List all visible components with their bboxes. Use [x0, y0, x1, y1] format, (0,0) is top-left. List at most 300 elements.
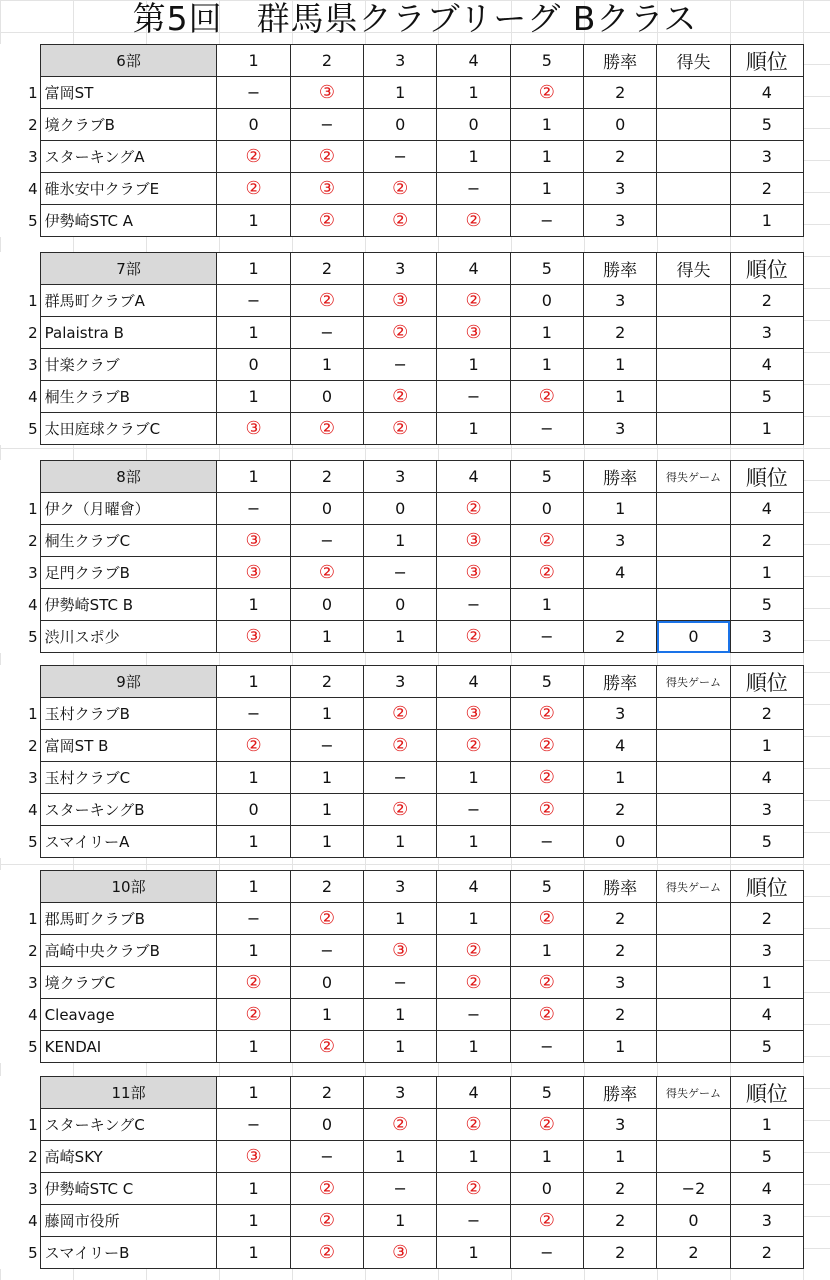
team-name-cell[interactable]: KENDAI [40, 1031, 217, 1063]
match-result-cell[interactable]: 1 [290, 762, 363, 794]
point-diff-cell[interactable] [657, 1031, 730, 1063]
match-result-cell[interactable]: 1 [364, 525, 437, 557]
match-result-cell[interactable]: 0 [510, 1173, 583, 1205]
match-result-cell[interactable]: ② [510, 730, 583, 762]
match-result-cell[interactable]: ② [217, 967, 290, 999]
point-diff-cell[interactable] [657, 935, 730, 967]
match-result-cell[interactable]: ③ [437, 557, 510, 589]
match-result-cell[interactable]: ② [437, 935, 510, 967]
win-rate-cell[interactable]: 3 [584, 967, 657, 999]
row-number-cell[interactable]: 4 [0, 999, 40, 1031]
match-result-cell[interactable]: 1 [217, 826, 290, 858]
opponent-header-cell[interactable]: 2 [290, 461, 363, 493]
rank-cell[interactable]: 5 [730, 589, 803, 621]
match-result-cell[interactable]: − [364, 141, 437, 173]
rank-header-cell[interactable]: 順位 [730, 666, 803, 698]
match-result-cell[interactable]: − [364, 762, 437, 794]
match-result-cell[interactable]: 1 [437, 77, 510, 109]
row-number-cell[interactable]: 5 [0, 1031, 40, 1063]
point-diff-cell[interactable] [657, 525, 730, 557]
win-rate-cell[interactable]: 1 [584, 493, 657, 525]
rank-header-cell[interactable]: 順位 [730, 253, 803, 285]
win-rate-cell[interactable]: 2 [584, 999, 657, 1031]
point-diff-cell[interactable] [657, 1109, 730, 1141]
match-result-cell[interactable]: − [437, 173, 510, 205]
win-rate-cell[interactable]: 1 [584, 762, 657, 794]
opponent-header-cell[interactable]: 4 [437, 871, 510, 903]
match-result-cell[interactable]: − [437, 589, 510, 621]
match-result-cell[interactable]: ② [364, 413, 437, 445]
row-number-cell[interactable]: 2 [0, 1141, 40, 1173]
team-name-cell[interactable]: 高崎中央クラブB [40, 935, 217, 967]
row-number-cell[interactable]: 1 [0, 698, 40, 730]
point-diff-cell[interactable] [657, 381, 730, 413]
team-name-cell[interactable]: 桐生クラブC [40, 525, 217, 557]
match-result-cell[interactable]: ③ [364, 1237, 437, 1269]
opponent-header-cell[interactable]: 3 [364, 45, 437, 77]
match-result-cell[interactable]: − [510, 1237, 583, 1269]
match-result-cell[interactable]: ② [290, 557, 363, 589]
team-name-cell[interactable]: 高崎SKY [40, 1141, 217, 1173]
win-rate-cell[interactable]: 2 [584, 77, 657, 109]
row-number-cell[interactable]: 2 [0, 935, 40, 967]
win-rate-cell[interactable]: 3 [584, 525, 657, 557]
row-number-cell[interactable]: 5 [0, 205, 40, 237]
win-rate-header-cell[interactable]: 勝率 [584, 666, 657, 698]
match-result-cell[interactable]: ③ [217, 621, 290, 653]
row-number-cell[interactable]: 1 [0, 493, 40, 525]
rank-header-cell[interactable]: 順位 [730, 461, 803, 493]
win-rate-cell[interactable]: 2 [584, 1237, 657, 1269]
point-diff-cell[interactable] [657, 285, 730, 317]
row-number-cell[interactable]: 1 [0, 285, 40, 317]
match-result-cell[interactable]: 1 [364, 1141, 437, 1173]
match-result-cell[interactable]: 1 [510, 589, 583, 621]
opponent-header-cell[interactable]: 5 [510, 45, 583, 77]
match-result-cell[interactable]: ③ [217, 1141, 290, 1173]
match-result-cell[interactable]: 1 [217, 762, 290, 794]
match-result-cell[interactable]: 1 [364, 826, 437, 858]
point-diff-cell[interactable] [657, 173, 730, 205]
match-result-cell[interactable]: − [437, 381, 510, 413]
win-rate-cell[interactable]: 3 [584, 698, 657, 730]
row-number-cell[interactable]: 3 [0, 1173, 40, 1205]
row-number-cell[interactable]: 1 [0, 77, 40, 109]
match-result-cell[interactable]: 1 [217, 935, 290, 967]
team-name-cell[interactable]: 郡馬町クラブB [40, 903, 217, 935]
match-result-cell[interactable]: 1 [437, 141, 510, 173]
match-result-cell[interactable]: 1 [217, 1173, 290, 1205]
match-result-cell[interactable]: 0 [217, 794, 290, 826]
match-result-cell[interactable]: ② [510, 762, 583, 794]
match-result-cell[interactable]: 1 [364, 621, 437, 653]
division-name-cell[interactable]: 11部 [40, 1077, 217, 1109]
match-result-cell[interactable]: 1 [437, 826, 510, 858]
rank-cell[interactable]: 4 [730, 1173, 803, 1205]
opponent-header-cell[interactable]: 3 [364, 871, 437, 903]
point-diff-cell[interactable]: 0 [657, 1205, 730, 1237]
match-result-cell[interactable]: 1 [510, 1141, 583, 1173]
rank-cell[interactable]: 4 [730, 762, 803, 794]
match-result-cell[interactable]: ② [510, 967, 583, 999]
point-diff-cell[interactable] [657, 349, 730, 381]
win-rate-cell[interactable]: 0 [584, 109, 657, 141]
win-rate-header-cell[interactable]: 勝率 [584, 1077, 657, 1109]
point-diff-cell[interactable] [657, 1141, 730, 1173]
match-result-cell[interactable]: − [217, 698, 290, 730]
match-result-cell[interactable]: 0 [364, 589, 437, 621]
team-name-cell[interactable]: Palaistra B [40, 317, 217, 349]
match-result-cell[interactable]: 0 [510, 285, 583, 317]
match-result-cell[interactable]: − [290, 317, 363, 349]
match-result-cell[interactable]: − [364, 349, 437, 381]
match-result-cell[interactable]: ② [290, 1205, 363, 1237]
match-result-cell[interactable]: ② [510, 557, 583, 589]
point-diff-header-cell[interactable]: 得失ゲーム [657, 871, 730, 903]
win-rate-header-cell[interactable]: 勝率 [584, 253, 657, 285]
match-result-cell[interactable]: − [217, 493, 290, 525]
match-result-cell[interactable]: ② [510, 1205, 583, 1237]
rank-cell[interactable]: 3 [730, 141, 803, 173]
match-result-cell[interactable]: ③ [217, 413, 290, 445]
win-rate-cell[interactable]: 2 [584, 1205, 657, 1237]
row-number-cell[interactable]: 5 [0, 826, 40, 858]
rank-cell[interactable]: 2 [730, 285, 803, 317]
match-result-cell[interactable]: − [510, 621, 583, 653]
opponent-header-cell[interactable]: 2 [290, 871, 363, 903]
match-result-cell[interactable]: 0 [364, 109, 437, 141]
match-result-cell[interactable]: ② [364, 730, 437, 762]
point-diff-cell[interactable] [657, 794, 730, 826]
row-number-cell[interactable]: 3 [0, 141, 40, 173]
point-diff-cell[interactable] [657, 589, 730, 621]
row-number-cell[interactable]: 3 [0, 967, 40, 999]
match-result-cell[interactable]: 0 [290, 381, 363, 413]
match-result-cell[interactable]: ③ [364, 935, 437, 967]
match-result-cell[interactable]: 1 [364, 999, 437, 1031]
match-result-cell[interactable]: ② [510, 794, 583, 826]
rank-cell[interactable]: 1 [730, 1109, 803, 1141]
point-diff-cell[interactable] [657, 762, 730, 794]
team-name-cell[interactable]: スターキングA [40, 141, 217, 173]
row-number-cell[interactable]: 4 [0, 1205, 40, 1237]
team-name-cell[interactable]: 玉村クラブB [40, 698, 217, 730]
match-result-cell[interactable]: 1 [217, 1205, 290, 1237]
opponent-header-cell[interactable]: 5 [510, 1077, 583, 1109]
match-result-cell[interactable]: ② [437, 1173, 510, 1205]
match-result-cell[interactable]: ② [364, 381, 437, 413]
win-rate-cell[interactable]: 3 [584, 413, 657, 445]
rank-cell[interactable]: 1 [730, 205, 803, 237]
match-result-cell[interactable]: ③ [290, 77, 363, 109]
match-result-cell[interactable]: ② [364, 794, 437, 826]
match-result-cell[interactable]: 1 [290, 349, 363, 381]
point-diff-cell[interactable] [657, 698, 730, 730]
match-result-cell[interactable]: ② [290, 1237, 363, 1269]
match-result-cell[interactable]: 1 [437, 762, 510, 794]
match-result-cell[interactable]: − [510, 413, 583, 445]
win-rate-cell[interactable]: 4 [584, 730, 657, 762]
match-result-cell[interactable]: ② [437, 730, 510, 762]
match-result-cell[interactable]: ② [290, 413, 363, 445]
match-result-cell[interactable]: − [510, 1031, 583, 1063]
team-name-cell[interactable]: 玉村クラブC [40, 762, 217, 794]
point-diff-cell[interactable] [657, 109, 730, 141]
team-name-cell[interactable]: 碓氷安中クラブE [40, 173, 217, 205]
match-result-cell[interactable]: ② [510, 698, 583, 730]
match-result-cell[interactable]: 1 [290, 794, 363, 826]
opponent-header-cell[interactable]: 3 [364, 666, 437, 698]
point-diff-cell[interactable] [657, 557, 730, 589]
point-diff-header-cell[interactable]: 得失ゲーム [657, 666, 730, 698]
match-result-cell[interactable]: 1 [437, 349, 510, 381]
point-diff-header-cell[interactable]: 得失 [657, 45, 730, 77]
match-result-cell[interactable]: − [364, 967, 437, 999]
match-result-cell[interactable]: ② [217, 141, 290, 173]
opponent-header-cell[interactable]: 4 [437, 1077, 510, 1109]
win-rate-cell[interactable]: 2 [584, 903, 657, 935]
team-name-cell[interactable]: 太田庭球クラブC [40, 413, 217, 445]
rank-cell[interactable]: 2 [730, 525, 803, 557]
opponent-header-cell[interactable]: 2 [290, 666, 363, 698]
team-name-cell[interactable]: スターキングC [40, 1109, 217, 1141]
rank-cell[interactable]: 3 [730, 794, 803, 826]
match-result-cell[interactable]: 1 [437, 903, 510, 935]
match-result-cell[interactable]: ② [510, 999, 583, 1031]
point-diff-cell[interactable] [657, 730, 730, 762]
match-result-cell[interactable]: ② [510, 1109, 583, 1141]
win-rate-cell[interactable]: 1 [584, 349, 657, 381]
rank-cell[interactable]: 1 [730, 967, 803, 999]
win-rate-cell[interactable]: 3 [584, 285, 657, 317]
win-rate-cell[interactable]: 3 [584, 173, 657, 205]
opponent-header-cell[interactable]: 4 [437, 461, 510, 493]
match-result-cell[interactable]: ③ [217, 557, 290, 589]
opponent-header-cell[interactable]: 1 [217, 1077, 290, 1109]
match-result-cell[interactable]: − [217, 903, 290, 935]
win-rate-cell[interactable]: 2 [584, 794, 657, 826]
match-result-cell[interactable]: 0 [217, 109, 290, 141]
match-result-cell[interactable]: ③ [364, 285, 437, 317]
opponent-header-cell[interactable]: 1 [217, 253, 290, 285]
win-rate-cell[interactable]: 2 [584, 1173, 657, 1205]
match-result-cell[interactable]: 1 [437, 1141, 510, 1173]
match-result-cell[interactable]: 1 [217, 205, 290, 237]
win-rate-cell[interactable]: 0 [584, 826, 657, 858]
rank-cell[interactable]: 4 [730, 493, 803, 525]
point-diff-cell[interactable] [657, 141, 730, 173]
match-result-cell[interactable]: ② [364, 1109, 437, 1141]
match-result-cell[interactable]: 1 [510, 349, 583, 381]
match-result-cell[interactable]: 1 [364, 903, 437, 935]
rank-cell[interactable]: 5 [730, 826, 803, 858]
team-name-cell[interactable]: 富岡ST [40, 77, 217, 109]
team-name-cell[interactable]: 甘楽クラブ [40, 349, 217, 381]
match-result-cell[interactable]: − [510, 205, 583, 237]
row-number-cell[interactable]: 3 [0, 349, 40, 381]
row-number-cell[interactable]: 4 [0, 589, 40, 621]
rank-cell[interactable]: 5 [730, 381, 803, 413]
match-result-cell[interactable]: 1 [217, 381, 290, 413]
row-number-cell[interactable]: 5 [0, 1237, 40, 1269]
rank-header-cell[interactable]: 順位 [730, 45, 803, 77]
team-name-cell[interactable]: 伊勢崎STC A [40, 205, 217, 237]
match-result-cell[interactable]: 1 [510, 317, 583, 349]
division-name-cell[interactable]: 9部 [40, 666, 217, 698]
rank-cell[interactable]: 1 [730, 730, 803, 762]
match-result-cell[interactable]: − [290, 525, 363, 557]
match-result-cell[interactable]: ③ [437, 525, 510, 557]
match-result-cell[interactable]: 0 [437, 109, 510, 141]
opponent-header-cell[interactable]: 3 [364, 1077, 437, 1109]
opponent-header-cell[interactable]: 4 [437, 253, 510, 285]
match-result-cell[interactable]: − [290, 935, 363, 967]
row-number-cell[interactable]: 2 [0, 317, 40, 349]
rank-cell[interactable]: 2 [730, 1237, 803, 1269]
win-rate-cell[interactable]: 1 [584, 1141, 657, 1173]
match-result-cell[interactable]: 1 [217, 1237, 290, 1269]
point-diff-cell[interactable]: 2 [657, 1237, 730, 1269]
team-name-cell[interactable]: 伊ク（月曜會） [40, 493, 217, 525]
row-number-cell[interactable]: 5 [0, 621, 40, 653]
team-name-cell[interactable]: 富岡ST B [40, 730, 217, 762]
match-result-cell[interactable]: ② [437, 621, 510, 653]
match-result-cell[interactable]: ② [510, 77, 583, 109]
point-diff-cell[interactable] [657, 205, 730, 237]
rank-cell[interactable]: 3 [730, 317, 803, 349]
match-result-cell[interactable]: − [364, 1173, 437, 1205]
team-name-cell[interactable]: 足門クラブB [40, 557, 217, 589]
match-result-cell[interactable]: ② [364, 205, 437, 237]
rank-cell[interactable]: 4 [730, 999, 803, 1031]
match-result-cell[interactable]: ③ [217, 525, 290, 557]
point-diff-header-cell[interactable]: 得失 [657, 253, 730, 285]
rank-header-cell[interactable]: 順位 [730, 871, 803, 903]
match-result-cell[interactable]: 1 [290, 826, 363, 858]
win-rate-cell[interactable] [584, 589, 657, 621]
point-diff-cell[interactable] [657, 413, 730, 445]
team-name-cell[interactable]: 伊勢崎STC B [40, 589, 217, 621]
opponent-header-cell[interactable]: 5 [510, 461, 583, 493]
team-name-cell[interactable]: 境クラブB [40, 109, 217, 141]
point-diff-cell[interactable]: 0 [657, 621, 730, 653]
win-rate-cell[interactable]: 1 [584, 1031, 657, 1063]
row-number-cell[interactable]: 2 [0, 109, 40, 141]
match-result-cell[interactable]: − [364, 557, 437, 589]
point-diff-cell[interactable] [657, 77, 730, 109]
win-rate-header-cell[interactable]: 勝率 [584, 461, 657, 493]
win-rate-cell[interactable]: 4 [584, 557, 657, 589]
opponent-header-cell[interactable]: 5 [510, 871, 583, 903]
opponent-header-cell[interactable]: 2 [290, 1077, 363, 1109]
opponent-header-cell[interactable]: 1 [217, 871, 290, 903]
match-result-cell[interactable]: ② [290, 141, 363, 173]
match-result-cell[interactable]: ② [437, 493, 510, 525]
match-result-cell[interactable]: 1 [217, 1031, 290, 1063]
row-number-cell[interactable]: 1 [0, 1109, 40, 1141]
match-result-cell[interactable]: 1 [364, 1031, 437, 1063]
match-result-cell[interactable]: ② [217, 173, 290, 205]
rank-cell[interactable]: 4 [730, 349, 803, 381]
match-result-cell[interactable]: 1 [364, 77, 437, 109]
opponent-header-cell[interactable]: 2 [290, 253, 363, 285]
match-result-cell[interactable]: ② [364, 698, 437, 730]
rank-cell[interactable]: 1 [730, 413, 803, 445]
team-name-cell[interactable]: 伊勢崎STC C [40, 1173, 217, 1205]
point-diff-cell[interactable] [657, 999, 730, 1031]
match-result-cell[interactable]: 0 [290, 493, 363, 525]
opponent-header-cell[interactable]: 5 [510, 253, 583, 285]
match-result-cell[interactable]: ② [217, 999, 290, 1031]
opponent-header-cell[interactable]: 3 [364, 253, 437, 285]
match-result-cell[interactable]: ③ [437, 698, 510, 730]
rank-cell[interactable]: 2 [730, 698, 803, 730]
rank-cell[interactable]: 4 [730, 77, 803, 109]
opponent-header-cell[interactable]: 2 [290, 45, 363, 77]
match-result-cell[interactable]: ② [364, 173, 437, 205]
match-result-cell[interactable]: − [290, 109, 363, 141]
match-result-cell[interactable]: ② [290, 1173, 363, 1205]
match-result-cell[interactable]: ② [437, 967, 510, 999]
match-result-cell[interactable]: ② [437, 285, 510, 317]
match-result-cell[interactable]: 1 [510, 141, 583, 173]
row-number-cell[interactable]: 4 [0, 381, 40, 413]
rank-cell[interactable]: 3 [730, 1205, 803, 1237]
win-rate-cell[interactable]: 2 [584, 621, 657, 653]
match-result-cell[interactable]: ③ [437, 317, 510, 349]
win-rate-header-cell[interactable]: 勝率 [584, 45, 657, 77]
win-rate-cell[interactable]: 3 [584, 205, 657, 237]
division-name-cell[interactable]: 8部 [40, 461, 217, 493]
match-result-cell[interactable]: − [437, 794, 510, 826]
win-rate-cell[interactable]: 2 [584, 317, 657, 349]
match-result-cell[interactable]: 1 [290, 621, 363, 653]
rank-cell[interactable]: 2 [730, 903, 803, 935]
rank-header-cell[interactable]: 順位 [730, 1077, 803, 1109]
match-result-cell[interactable]: ② [510, 381, 583, 413]
row-number-cell[interactable]: 2 [0, 730, 40, 762]
rank-cell[interactable]: 3 [730, 621, 803, 653]
row-number-cell[interactable]: 1 [0, 903, 40, 935]
match-result-cell[interactable]: − [290, 1141, 363, 1173]
row-number-cell[interactable]: 5 [0, 413, 40, 445]
win-rate-header-cell[interactable]: 勝率 [584, 871, 657, 903]
match-result-cell[interactable]: 0 [510, 493, 583, 525]
point-diff-header-cell[interactable]: 得失ゲーム [657, 461, 730, 493]
match-result-cell[interactable]: 1 [217, 317, 290, 349]
win-rate-cell[interactable]: 1 [584, 381, 657, 413]
opponent-header-cell[interactable]: 1 [217, 461, 290, 493]
match-result-cell[interactable]: 1 [364, 1205, 437, 1237]
team-name-cell[interactable]: スマイリーB [40, 1237, 217, 1269]
row-number-cell[interactable]: 3 [0, 762, 40, 794]
match-result-cell[interactable]: ② [437, 1109, 510, 1141]
opponent-header-cell[interactable]: 5 [510, 666, 583, 698]
point-diff-cell[interactable] [657, 903, 730, 935]
rank-cell[interactable]: 1 [730, 557, 803, 589]
team-name-cell[interactable]: 群馬町クラブA [40, 285, 217, 317]
match-result-cell[interactable]: − [217, 1109, 290, 1141]
team-name-cell[interactable]: スターキングB [40, 794, 217, 826]
match-result-cell[interactable]: ② [364, 317, 437, 349]
match-result-cell[interactable]: ② [437, 205, 510, 237]
rank-cell[interactable]: 2 [730, 173, 803, 205]
team-name-cell[interactable]: 藤岡市役所 [40, 1205, 217, 1237]
match-result-cell[interactable]: − [217, 77, 290, 109]
match-result-cell[interactable]: 1 [437, 1031, 510, 1063]
rank-cell[interactable]: 5 [730, 109, 803, 141]
match-result-cell[interactable]: − [290, 730, 363, 762]
